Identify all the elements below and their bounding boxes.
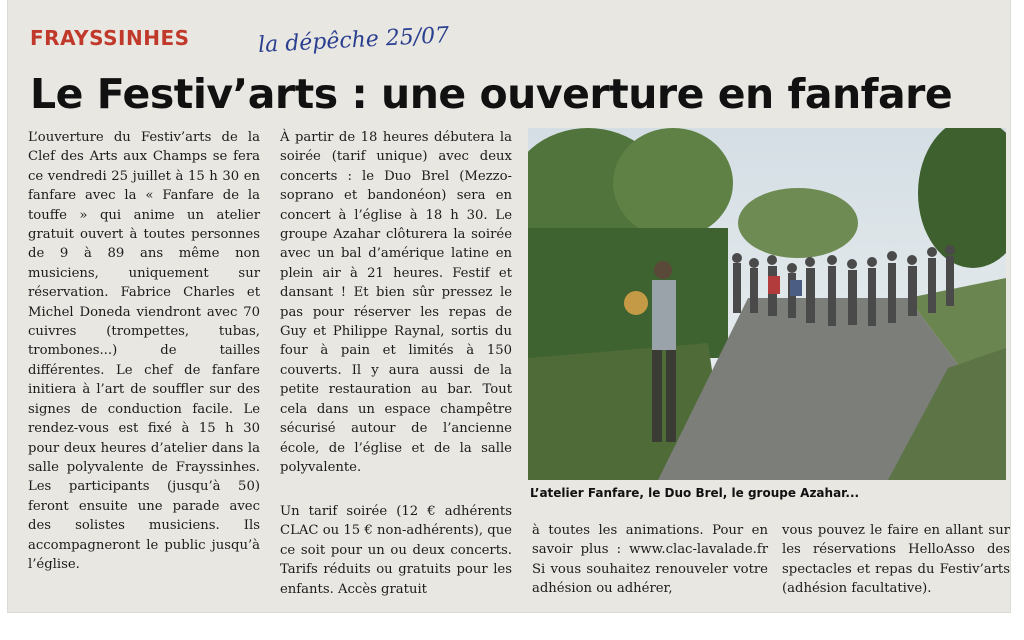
newspaper-clipping xyxy=(8,0,1010,612)
article-photo xyxy=(528,128,1006,480)
headline: Le Festiv’arts : une ouverture en fanfare xyxy=(30,70,953,118)
article-column-1: L’ouverture du Festiv’arts de la Clef des Arts aux Champs se fera ce vendredi 25 juillet à 15 h 30 en fanfare avec la « Fanfare de la touffe » qui anime un atelier gratuit ouvert à toutes personnes de 9 à 89 ans même non musiciens, uniquement sur réservation. Fabrice Charles et Michel Doneda viendront avec 70 cuivres (trompettes, tubas, trombones...) de tailles différentes. Le chef de fanfare initiera à l’art de souffler sur des signes de conduction facile. Le rendez-vous est fixé à 15 h 30 pour deux heures d’atelier dans la salle polyvalente de Frayssinhes. Les participants (jusqu’à 50) feront ensuite une parade avec des solistes musiciens. Ils accompagneront le public jusqu’à l’église. xyxy=(28,130,260,572)
section-rubric: FRAYSSINHES xyxy=(30,26,190,50)
article-column-2-bottom: Un tarif soirée (12 € adhérents CLAC ou 15 € non-adhérents), que ce soit pour un ou deux concerts. Tarifs réduits ou gratuits pour les enfants. Accès gratuit xyxy=(280,504,512,597)
handwritten-note: la dépêche 25/07 xyxy=(257,23,450,58)
photo-caption: L’atelier Fanfare, le Duo Brel, le groupe Azahar... xyxy=(530,486,860,500)
article-column-3: à toutes les animations. Pour en savoir plus : www.clac-lavalade.fr Si vous souhaitez renouveler votre adhésion ou adhérer, xyxy=(532,523,768,597)
article-column-4: vous pouvez le faire en allant sur les réservations HelloAsso des spectacles et repas du Festiv’arts (adhésion facultative). xyxy=(782,523,1010,597)
article-column-2: À partir de 18 heures débutera la soirée (tarif unique) avec deux concerts : le Duo Brel (Mezzo-soprano et bandonéon) sera en concert à l’église à 18 h 30. Le groupe Azahar clôturera la soirée avec un bal d’amérique latine en plein air à 21 heures. Festif et dansant ! Et bien sûr pressez le pas pour réserver les repas de Guy et Philippe Raynal, sortis du four à pain et limités à 150 couverts. Il y aura aussi de la petite restauration au bar. Tout cela dans un espace champêtre sécurisé autour de l’ancienne école, de l’église et de la salle polyvalente. xyxy=(280,130,512,475)
